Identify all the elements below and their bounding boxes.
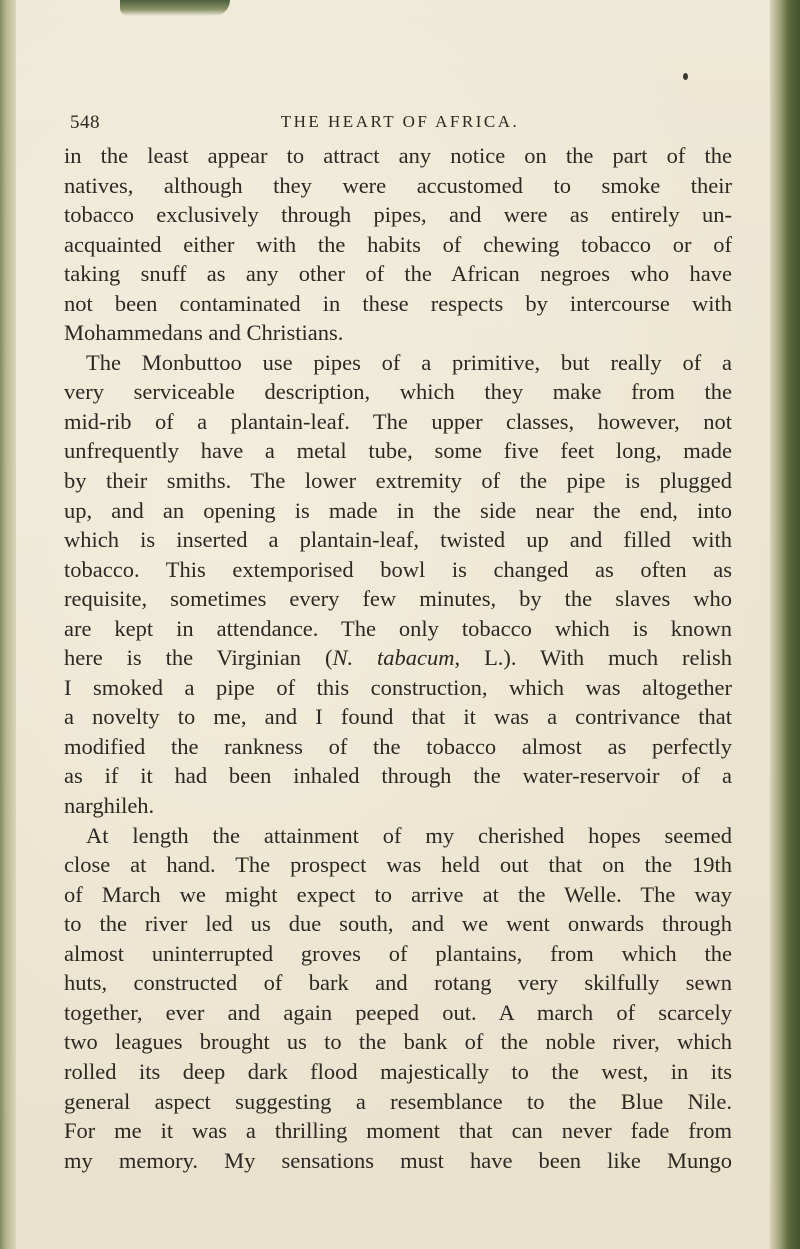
text-line: huts, constructed of bark and rotang very skilfully sewn [64, 970, 732, 996]
text-line: of March we might expect to arrive at the Welle. The way [64, 881, 732, 907]
text-line: narghileh. [64, 793, 155, 819]
text-line: For me it was a thrilling moment that can never fade from [64, 1118, 732, 1144]
binding-edge-left [0, 0, 16, 1249]
text-line: Mohammedans and Christians. [64, 320, 344, 346]
page-number: 548 [70, 112, 100, 133]
text-line: tobacco. This extemporised bowl is changed as often as [64, 556, 732, 582]
text-line: unfrequently have a metal tube, some five feet long, made [64, 438, 732, 464]
text-line: which is inserted a plantain-leaf, twisted up and filled with [64, 527, 732, 553]
text-line: I smoked a pipe of this construction, which was altogether [64, 674, 732, 700]
text-line: up, and an opening is made in the side near the end, into [64, 497, 732, 523]
page-corner-stain [120, 0, 230, 16]
text-line: requisite, sometimes every few minutes, by the slaves who [64, 586, 732, 612]
text-line: acquainted either with the habits of chewing tobacco or of [64, 231, 732, 257]
text-line: mid-rib of a plantain-leaf. The upper classes, however, not [64, 408, 732, 434]
text-line: in the least appear to attract any notice on the part of the [64, 143, 732, 168]
page-header [70, 112, 730, 138]
text-line: by their smiths. The lower extremity of the pipe is plugged [64, 468, 732, 494]
text-line: At length the attainment of my cherished hopes seemed [86, 822, 732, 848]
text-line: my memory. My sensations must have been like Mungo [64, 1147, 732, 1173]
body-text [64, 141, 732, 1175]
text-line: a novelty to me, and I found that it was a contrivance that [64, 704, 732, 730]
text-line: not been contaminated in these respects by intercourse with [64, 290, 732, 316]
text-line: The Monbuttoo use pipes of a primitive, but really of a [86, 349, 732, 375]
ink-spot [683, 73, 688, 80]
text-line: to the river led us due south, and we went onwards through [64, 911, 732, 937]
text-line: two leagues brought us to the bank of the noble river, which [64, 1029, 732, 1055]
text-line: almost uninterrupted groves of plantains, from which the [64, 940, 732, 966]
text-line: are kept in attendance. The only tobacco which is known [64, 615, 732, 641]
text-line: natives, although they were accustomed to smoke their [64, 172, 732, 198]
text-line: here is the Virginian (N. tabacum, L.). With much relish [64, 645, 732, 671]
text-line: general aspect suggesting a resemblance to the Blue Nile. [64, 1088, 732, 1114]
binding-edge-right [770, 0, 800, 1249]
running-title: THE HEART OF AFRICA. [280, 112, 520, 131]
text-line: together, ever and again peeped out. A march of scarcely [64, 999, 732, 1025]
text-line: very serviceable description, which they make from the [64, 379, 732, 405]
text-line: modified the rankness of the tobacco almost as perfectly [64, 733, 732, 759]
text-line: tobacco exclusively through pipes, and were as entirely un- [64, 202, 732, 228]
text-line: rolled its deep dark flood majestically to the west, in its [64, 1058, 732, 1084]
text-line: close at hand. The prospect was held out that on the 19th [64, 852, 732, 878]
text-line: taking snuff as any other of the African negroes who have [64, 261, 732, 287]
text-line: as if it had been inhaled through the water-reservoir of a [64, 763, 732, 789]
